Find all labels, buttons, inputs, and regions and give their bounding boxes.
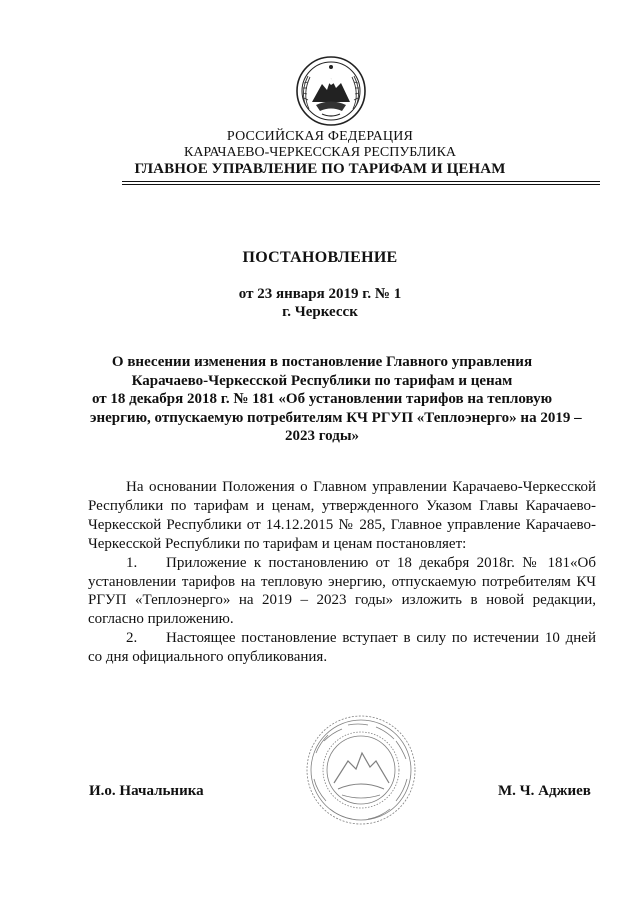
- coat-of-arms-emblem-icon: [292, 54, 370, 128]
- document-body: [88, 478, 596, 667]
- header-republic: КАРАЧАЕВО-ЧЕРКЕССКАЯ РЕСПУБЛИКА: [183, 145, 457, 160]
- resolution-item: [88, 629, 596, 667]
- header-agency: ГЛАВНОЕ УПРАВЛЕНИЕ ПО ТАРИФАМ И ЦЕНАМ: [134, 161, 506, 177]
- item-text: Настоящее постановление вступает в силу по истечении 10 дней со дня официального опубликования.: [88, 630, 596, 666]
- header-country: РОССИЙСКАЯ ФЕДЕРАЦИЯ: [226, 129, 414, 144]
- document-title: ПОСТАНОВЛЕНИЕ: [242, 249, 398, 266]
- subject-line: Карачаево-Черкесской Республики по тарифам и ценам: [131, 372, 513, 389]
- signatory-position: И.о. Начальника: [89, 783, 204, 799]
- header-rule-bottom: [122, 184, 600, 185]
- official-round-seal-icon: [304, 713, 418, 827]
- document-city: г. Черкесск: [282, 304, 358, 320]
- item-number: 1.: [126, 554, 138, 571]
- header-rule-top: [122, 181, 600, 182]
- subject-line: от 18 декабря 2018 г. № 181 «Об установлении тарифов на тепловую: [91, 391, 553, 408]
- subject-line: 2023 годы»: [284, 428, 360, 445]
- document-date: от 23 января 2019 г. № 1: [238, 286, 402, 302]
- resolution-item: [88, 554, 596, 630]
- subject-line: О внесении изменения в постановление Главного управления: [111, 354, 533, 370]
- item-text: Приложение к постановлению от 18 декабря 2018г. № 181«Об установлении тарифов на тепловую энергию, отпускаемую потребителям КЧ РГУП «Теплоэнерго» на 2019 – 2023 годы» изложить в новой редакции, согласно приложению.: [88, 554, 596, 628]
- signatory-name: М. Ч. Аджиев: [498, 783, 591, 799]
- document-subject: [90, 353, 582, 446]
- item-number: 2.: [126, 630, 138, 647]
- preamble-paragraph: На основании Положения о Главном управлении Карачаево-Черкесской Республики по тарифам и ценам, утвержденного Указом Главы Карачаево-Черкесской Республики от 14.12.2015 № 285, Главное управление Карачаево-Черкесской Республики по тарифам и ценам постановляет:: [88, 479, 596, 552]
- subject-line: энергию, отпускаемую потребителям КЧ РГУП «Теплоэнерго» на 2019 –: [90, 409, 582, 426]
